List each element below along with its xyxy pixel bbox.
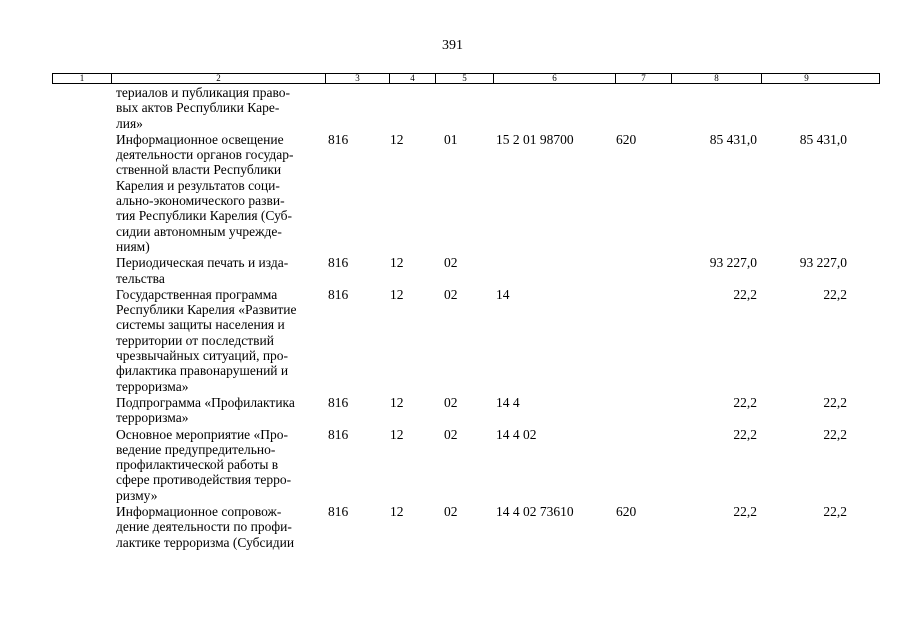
item-name-cell: Информационное освещение деятельности органов государ- ственной власти Республики Карелия и результатов соци- ально-экономического разви- тия Республики Карелия (Суб- сидии автономным учрежде- ниям) <box>116 131 294 254</box>
target-article-cell <box>492 255 614 286</box>
subsection-code-cell: 02 <box>444 286 458 302</box>
table-row <box>52 504 880 550</box>
amount-year2-cell: 85 431,0 <box>799 131 847 147</box>
table-row <box>52 132 880 254</box>
column-header: 6 <box>493 74 615 83</box>
expense-type-cell <box>614 85 670 131</box>
target-article-cell: 15 2 01 98700 <box>496 131 574 147</box>
subsection-code-cell: 02 <box>444 426 458 442</box>
subsection-code-cell: 01 <box>444 131 458 147</box>
column-header: 7 <box>615 74 671 83</box>
row-number-cell <box>52 504 110 550</box>
subsection-code-cell: 02 <box>444 255 458 271</box>
item-name-cell: Информационное сопровож- дение деятельности по профи- лактике терроризма (Субсидии <box>116 504 295 550</box>
amount-year2-cell: 22,2 <box>823 286 847 302</box>
item-name-cell: Периодическая печать и изда- тельства <box>116 255 289 286</box>
amount-year2-cell: 22,2 <box>823 426 847 442</box>
column-header: 3 <box>325 74 389 83</box>
row-number-cell <box>52 255 110 286</box>
amount-year2-cell: 22,2 <box>823 394 847 410</box>
column-header: 1 <box>79 73 85 83</box>
table-row <box>52 395 880 426</box>
ministry-code-cell: 816 <box>328 286 349 302</box>
section-code-cell: 12 <box>390 286 404 302</box>
amount-year1-cell: 22,2 <box>733 504 757 520</box>
row-number-cell <box>52 85 110 131</box>
amount-year2-cell <box>760 85 850 131</box>
item-name-cell: Государственная программа Республики Карелия «Развитие системы защиты населения и территории от последствий чрезвычайных ситуаций, про- филактика правонарушений и терроризма» <box>116 286 297 394</box>
section-code-cell: 12 <box>390 504 404 520</box>
target-article-cell: 14 4 02 73610 <box>496 504 574 520</box>
row-number-cell <box>52 287 110 394</box>
column-header: 5 <box>435 74 493 83</box>
target-article-cell: 14 <box>496 286 510 302</box>
target-article-cell <box>492 85 614 131</box>
amount-year1-cell: 22,2 <box>733 394 757 410</box>
amount-year1-cell: 22,2 <box>733 286 757 302</box>
ministry-code-cell: 816 <box>328 426 349 442</box>
page-number: 391 <box>442 38 463 53</box>
section-code-cell: 12 <box>390 394 404 410</box>
budget-table <box>52 73 880 550</box>
table-row <box>52 85 880 131</box>
section-code-cell: 12 <box>390 255 404 271</box>
item-name-cell: Основное мероприятие «Про- ведение предупредительно- профилактической работы в сфере противодействия терро- ризму» <box>116 426 292 503</box>
column-header: 9 <box>761 74 851 83</box>
expense-type-cell: 620 <box>616 504 637 520</box>
column-number-header <box>52 73 880 84</box>
section-code-cell: 12 <box>390 426 404 442</box>
item-name-cell: Подпрограмма «Профилактика терроризма» <box>116 394 295 426</box>
target-article-cell: 14 4 <box>496 394 520 410</box>
amount-year1-cell: 85 431,0 <box>709 131 757 147</box>
amount-year2-cell: 93 227,0 <box>799 255 847 271</box>
row-number-cell <box>52 395 110 426</box>
expense-type-cell <box>614 287 670 394</box>
ministry-code-cell <box>324 85 388 131</box>
target-article-cell: 14 4 02 <box>496 426 537 442</box>
subsection-code-cell: 02 <box>444 504 458 520</box>
section-code-cell: 12 <box>390 131 404 147</box>
ministry-code-cell: 816 <box>328 504 349 520</box>
table-body <box>52 85 880 550</box>
column-header: 2 <box>111 74 325 83</box>
ministry-code-cell: 816 <box>328 394 349 410</box>
section-code-cell <box>388 85 434 131</box>
amount-year1-cell: 93 227,0 <box>709 255 757 271</box>
table-row <box>52 427 880 503</box>
row-number-cell <box>52 427 110 503</box>
row-number-cell <box>52 132 110 254</box>
column-header: 4 <box>389 74 435 83</box>
expense-type-cell: 620 <box>616 131 637 147</box>
table-row <box>52 287 880 394</box>
table-row <box>52 255 880 286</box>
amount-year2-cell: 22,2 <box>823 504 847 520</box>
ministry-code-cell: 816 <box>328 255 349 271</box>
expense-type-cell <box>614 427 670 503</box>
expense-type-cell <box>614 395 670 426</box>
subsection-code-cell: 02 <box>444 394 458 410</box>
ministry-code-cell: 816 <box>328 131 349 147</box>
column-header: 8 <box>671 74 761 83</box>
item-name-cell: териалов и публикация право- вых актов Республики Каре- лия» <box>116 85 290 131</box>
subsection-code-cell <box>434 85 492 131</box>
amount-year1-cell <box>670 85 760 131</box>
expense-type-cell <box>614 255 670 286</box>
amount-year1-cell: 22,2 <box>733 426 757 442</box>
